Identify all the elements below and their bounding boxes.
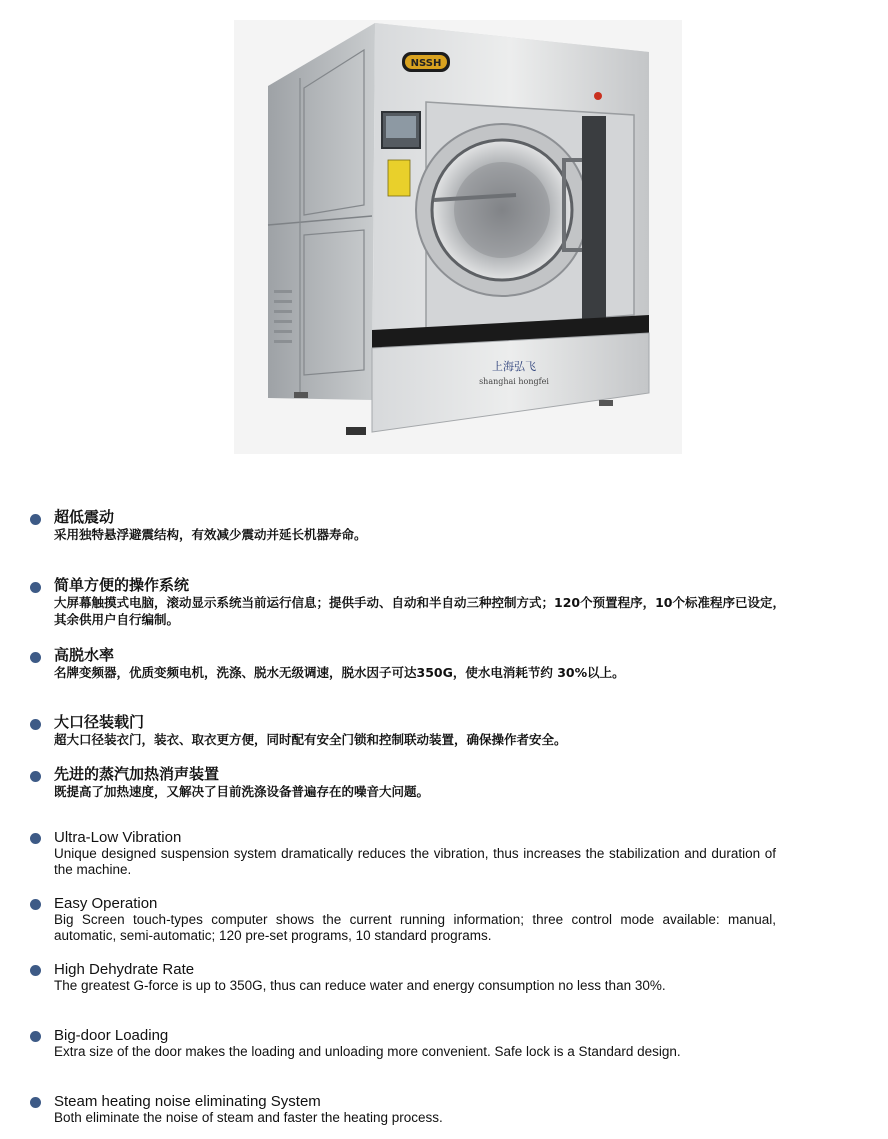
feature-en-3 [26, 961, 794, 994]
feature-title: 高脱水率 [54, 646, 115, 664]
feature-desc: Extra size of the door makes the loading and unloading more convenient. Safe lock is a Standard design. [54, 1044, 681, 1059]
feature-cn-3 [26, 646, 794, 681]
feature-en-4 [26, 1027, 794, 1060]
bullet-icon [30, 514, 41, 525]
bullet-icon [30, 771, 41, 782]
feature-title: 超低震动 [54, 508, 115, 526]
feature-desc: 采用独特悬浮避震结构，有效减少震动并延长机器寿命。 [54, 527, 367, 542]
washing-machine-photo [234, 20, 682, 454]
feature-cn-5 [26, 765, 794, 800]
feature-desc: The greatest G-force is up to 350G, thus can reduce water and energy consumption no less than 30%. [54, 978, 666, 993]
front-text-en: shanghai hongfei [479, 377, 549, 386]
bullet-icon [30, 833, 41, 844]
feature-desc: 名牌变频器，优质变频电机，洗涤、脱水无级调速，脱水因子可达350G，使水电消耗节约 30%以上。 [54, 665, 625, 680]
bullet-icon [30, 582, 41, 593]
feature-desc: 既提高了加热速度，又解决了目前洗涤设备普遍存在的噪音大问题。 [54, 784, 430, 799]
feature-en-5 [26, 1093, 794, 1126]
feature-desc: 超大口径装衣门，装衣、取衣更方便，同时配有安全门锁和控制联动装置，确保操作者安全。 [54, 732, 567, 747]
bullet-icon [30, 1031, 41, 1042]
feature-en-2 [26, 895, 794, 944]
bullet-icon [30, 1097, 41, 1108]
feature-title: Easy Operation [54, 895, 158, 912]
feature-title: Big-door Loading [54, 1027, 169, 1044]
feature-title: Steam heating noise eliminating System [54, 1093, 321, 1110]
feature-title: 简单方便的操作系统 [54, 576, 190, 594]
feature-cn-4 [26, 713, 794, 748]
bullet-icon [30, 719, 41, 730]
feature-desc: Both eliminate the noise of steam and faster the heating process. [54, 1110, 443, 1125]
feature-cn-1 [26, 508, 794, 543]
feature-desc: 大屏幕触摸式电脑，滚动显示系统当前运行信息；提供手动、自动和半自动三种控制方式；120个预置程序，10个标准程序已设定，其余供用户自行编制。 [54, 595, 785, 627]
feature-desc: Unique designed suspension system dramatically reduces the vibration, thus increases the stabilization and duration of the machine. [54, 846, 776, 877]
feature-title: High Dehydrate Rate [54, 961, 195, 978]
bullet-icon [30, 652, 41, 663]
feature-desc: Big Screen touch-types computer shows the current running information; three control mode available: manual, automatic, semi-automatic; 120 pre-set programs, 10 standard programs. [54, 912, 776, 943]
feature-title: 先进的蒸汽加热消声装置 [54, 765, 220, 783]
feature-title: Ultra-Low Vibration [54, 829, 182, 846]
feature-cn-2 [26, 576, 794, 628]
feature-en-1 [26, 829, 794, 878]
bullet-icon [30, 899, 41, 910]
front-text-cn: 上海弘飞 [492, 360, 536, 373]
bullet-icon [30, 965, 41, 976]
feature-title: 大口径装载门 [54, 713, 145, 731]
badge-text: NSSH [410, 58, 442, 69]
